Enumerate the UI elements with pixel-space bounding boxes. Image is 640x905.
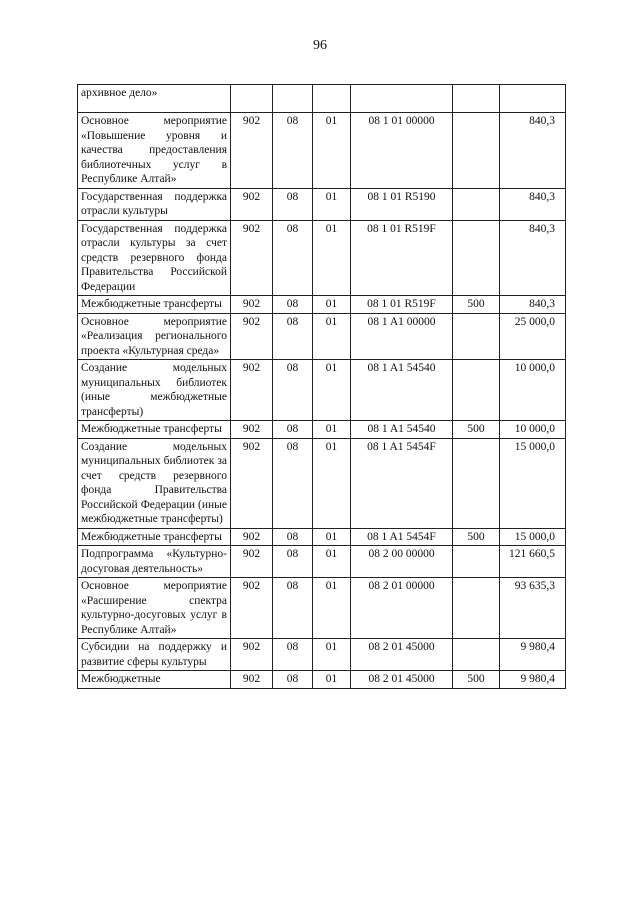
cell-sum: 15 000,0 bbox=[500, 528, 566, 546]
cell-section: 08 bbox=[273, 578, 313, 639]
cell-admin-code: 902 bbox=[231, 639, 273, 671]
cell-expense-type bbox=[453, 578, 500, 639]
table-row bbox=[78, 313, 566, 360]
cell-sum: 840,3 bbox=[500, 113, 566, 189]
cell-admin-code: 902 bbox=[231, 188, 273, 220]
cell-expense-type bbox=[453, 639, 500, 671]
page-number: 96 bbox=[313, 38, 327, 53]
cell-name: Субсидии на поддержку и развитие сферы культуры bbox=[78, 639, 231, 671]
cell-target-article: 08 2 01 45000 bbox=[351, 671, 453, 689]
table-row bbox=[78, 421, 566, 439]
cell-sum: 121 660,5 bbox=[500, 546, 566, 578]
cell-admin-code: 902 bbox=[231, 438, 273, 528]
cell-section: 08 bbox=[273, 639, 313, 671]
cell-section: 08 bbox=[273, 113, 313, 189]
table-row bbox=[78, 188, 566, 220]
cell-expense-type: 500 bbox=[453, 671, 500, 689]
cell-expense-type bbox=[453, 113, 500, 189]
table-row bbox=[78, 360, 566, 421]
cell-target-article: 08 1 A1 5454F bbox=[351, 528, 453, 546]
cell-name: Создание модельных муниципальных библиотек (иные межбюджетные трансферты) bbox=[78, 360, 231, 421]
cell-expense-type bbox=[453, 188, 500, 220]
cell-admin-code: 902 bbox=[231, 671, 273, 689]
cell-target-article: 08 1 A1 00000 bbox=[351, 313, 453, 360]
table-row bbox=[78, 578, 566, 639]
cell-admin-code: 902 bbox=[231, 313, 273, 360]
budget-table bbox=[77, 84, 566, 689]
cell-target-article: 08 1 A1 5454F bbox=[351, 438, 453, 528]
table-body bbox=[78, 85, 566, 689]
table-row bbox=[78, 671, 566, 689]
cell-section: 08 bbox=[273, 438, 313, 528]
cell-section bbox=[273, 85, 313, 113]
cell-sum: 9 980,4 bbox=[500, 671, 566, 689]
table-row bbox=[78, 546, 566, 578]
cell-subsection bbox=[313, 85, 351, 113]
cell-admin-code: 902 bbox=[231, 546, 273, 578]
cell-subsection: 01 bbox=[313, 313, 351, 360]
cell-target-article: 08 1 01 R519F bbox=[351, 220, 453, 296]
cell-sum: 840,3 bbox=[500, 220, 566, 296]
cell-expense-type: 500 bbox=[453, 421, 500, 439]
table-row bbox=[78, 220, 566, 296]
cell-sum bbox=[500, 85, 566, 113]
cell-target-article: 08 1 A1 54540 bbox=[351, 421, 453, 439]
cell-subsection: 01 bbox=[313, 671, 351, 689]
cell-name: Основное мероприятие «Расширение спектра культурно-досуговых услуг в Республике Алтай» bbox=[78, 578, 231, 639]
cell-name: Основное мероприятие «Повышение уровня и качества предоставления библиотечных услуг в Республике Алтай» bbox=[78, 113, 231, 189]
table-row bbox=[78, 85, 566, 113]
cell-section: 08 bbox=[273, 313, 313, 360]
cell-admin-code: 902 bbox=[231, 528, 273, 546]
cell-expense-type bbox=[453, 85, 500, 113]
table-row bbox=[78, 296, 566, 314]
cell-target-article: 08 1 01 R5190 bbox=[351, 188, 453, 220]
cell-target-article: 08 1 A1 54540 bbox=[351, 360, 453, 421]
cell-name: Государственная поддержка отрасли культуры за счет средств резервного фонда Правительства Российской Федерации bbox=[78, 220, 231, 296]
cell-target-article: 08 2 00 00000 bbox=[351, 546, 453, 578]
cell-expense-type: 500 bbox=[453, 528, 500, 546]
cell-name: Межбюджетные bbox=[78, 671, 231, 689]
cell-name: Основное мероприятие «Реализация регионального проекта «Культурная среда» bbox=[78, 313, 231, 360]
cell-sum: 840,3 bbox=[500, 296, 566, 314]
cell-admin-code: 902 bbox=[231, 296, 273, 314]
cell-expense-type bbox=[453, 360, 500, 421]
cell-target-article: 08 1 01 R519F bbox=[351, 296, 453, 314]
cell-name: Государственная поддержка отрасли культуры bbox=[78, 188, 231, 220]
cell-expense-type: 500 bbox=[453, 296, 500, 314]
cell-name: Межбюджетные трансферты bbox=[78, 296, 231, 314]
cell-admin-code: 902 bbox=[231, 220, 273, 296]
cell-sum: 9 980,4 bbox=[500, 639, 566, 671]
cell-name: архивное дело» bbox=[78, 85, 231, 113]
table-row bbox=[78, 639, 566, 671]
cell-sum: 840,3 bbox=[500, 188, 566, 220]
cell-admin-code: 902 bbox=[231, 113, 273, 189]
cell-section: 08 bbox=[273, 671, 313, 689]
cell-subsection: 01 bbox=[313, 421, 351, 439]
cell-admin-code: 902 bbox=[231, 421, 273, 439]
cell-admin-code: 902 bbox=[231, 578, 273, 639]
cell-subsection: 01 bbox=[313, 220, 351, 296]
cell-subsection: 01 bbox=[313, 360, 351, 421]
table-row bbox=[78, 438, 566, 528]
cell-admin-code: 902 bbox=[231, 360, 273, 421]
cell-expense-type bbox=[453, 438, 500, 528]
cell-section: 08 bbox=[273, 546, 313, 578]
cell-sum: 15 000,0 bbox=[500, 438, 566, 528]
cell-name: Межбюджетные трансферты bbox=[78, 528, 231, 546]
cell-expense-type bbox=[453, 220, 500, 296]
cell-sum: 25 000,0 bbox=[500, 313, 566, 360]
cell-section: 08 bbox=[273, 220, 313, 296]
table-row bbox=[78, 528, 566, 546]
cell-section: 08 bbox=[273, 188, 313, 220]
cell-target-article: 08 2 01 00000 bbox=[351, 578, 453, 639]
cell-subsection: 01 bbox=[313, 188, 351, 220]
cell-target-article: 08 1 01 00000 bbox=[351, 113, 453, 189]
cell-expense-type bbox=[453, 546, 500, 578]
cell-target-article bbox=[351, 85, 453, 113]
cell-sum: 10 000,0 bbox=[500, 360, 566, 421]
cell-section: 08 bbox=[273, 360, 313, 421]
cell-target-article: 08 2 01 45000 bbox=[351, 639, 453, 671]
table-row bbox=[78, 113, 566, 189]
cell-subsection: 01 bbox=[313, 546, 351, 578]
cell-subsection: 01 bbox=[313, 296, 351, 314]
cell-section: 08 bbox=[273, 296, 313, 314]
cell-section: 08 bbox=[273, 528, 313, 546]
cell-name: Создание модельных муниципальных библиотек за счет средств резервного фонда Правительства Российской Федерации (иные межбюджетные трансферты) bbox=[78, 438, 231, 528]
cell-subsection: 01 bbox=[313, 528, 351, 546]
cell-name: Межбюджетные трансферты bbox=[78, 421, 231, 439]
cell-expense-type bbox=[453, 313, 500, 360]
cell-name: Подпрограмма «Культурно-досуговая деятельность» bbox=[78, 546, 231, 578]
cell-admin-code bbox=[231, 85, 273, 113]
cell-sum: 93 635,3 bbox=[500, 578, 566, 639]
cell-section: 08 bbox=[273, 421, 313, 439]
cell-sum: 10 000,0 bbox=[500, 421, 566, 439]
cell-subsection: 01 bbox=[313, 113, 351, 189]
cell-subsection: 01 bbox=[313, 578, 351, 639]
cell-subsection: 01 bbox=[313, 639, 351, 671]
cell-subsection: 01 bbox=[313, 438, 351, 528]
